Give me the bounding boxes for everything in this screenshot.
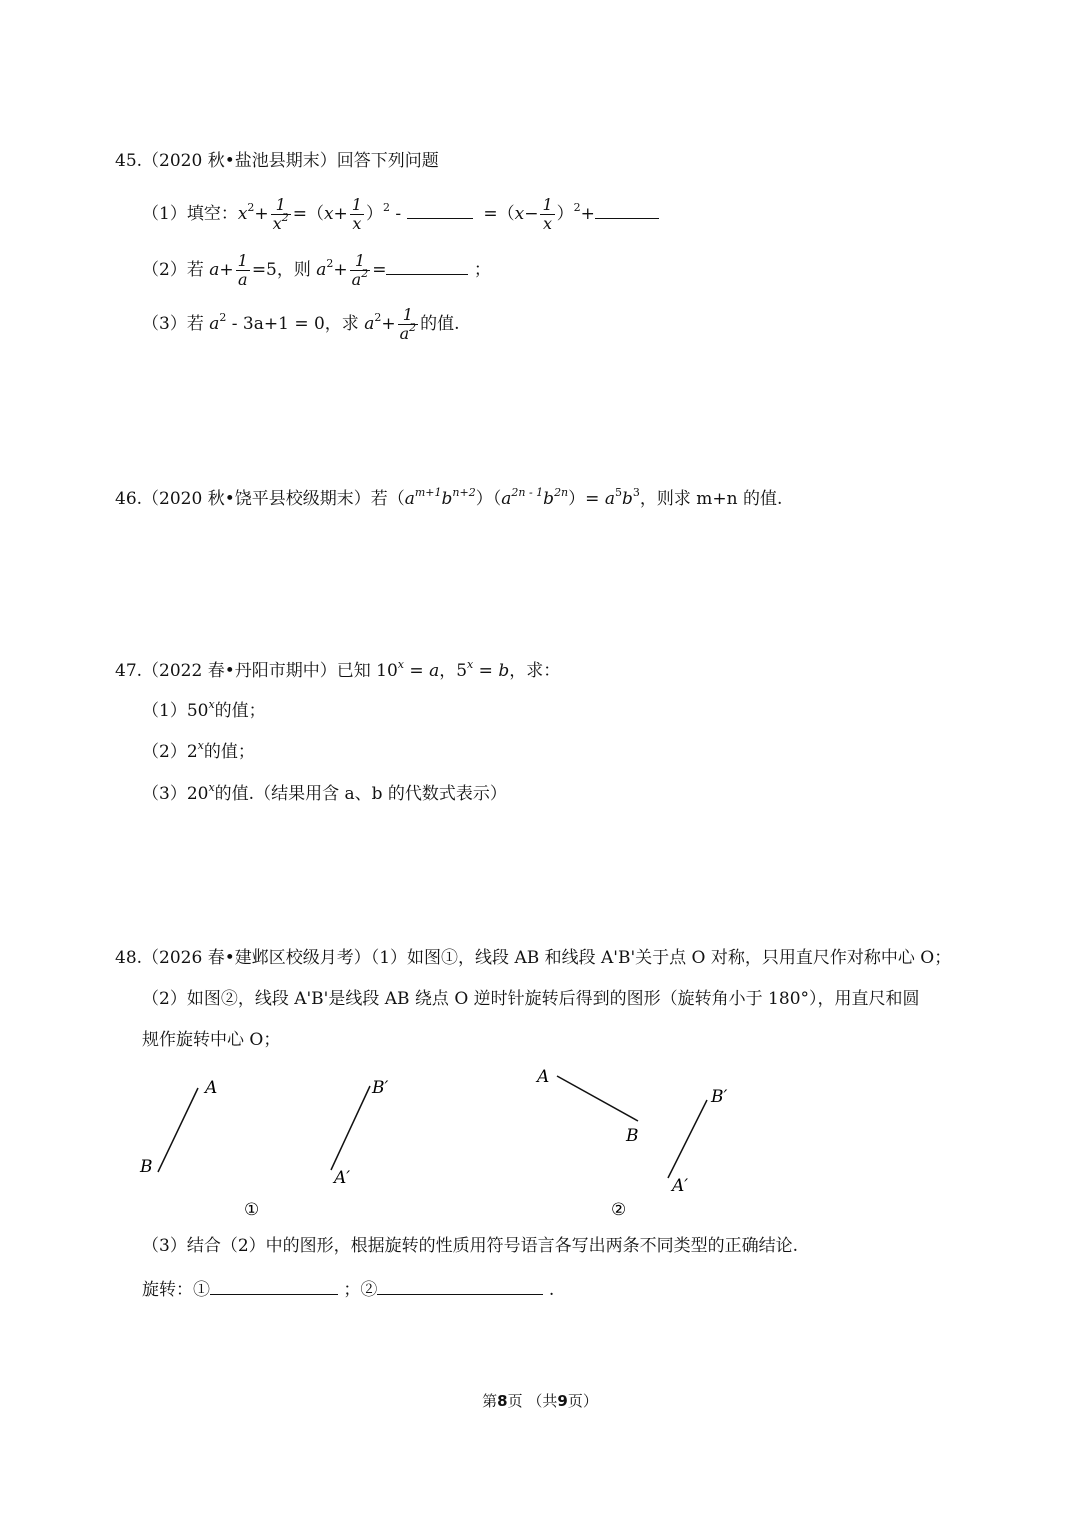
fig1-segment-A'B': [331, 1086, 370, 1170]
q45-part3-label: （3）若: [142, 314, 204, 334]
q48-answer-label: 旋转：①: [142, 1280, 210, 1300]
q47-heading-text: 47.（2022 春•丹阳市期中）已知 10: [115, 661, 398, 681]
fig1-segment-AB: [158, 1088, 198, 1172]
q47-part1: （1）50$^x$的值；: [142, 698, 266, 721]
footer-mid: 页 （共: [507, 1392, 558, 1410]
q45-part2-mid: =5，则: [251, 260, 311, 280]
q45-part1-label: （1）填空：: [142, 204, 238, 224]
q47-part2: （2）2$^x$的值；: [142, 739, 255, 762]
q48-line2: （2）如图②，线段 A'B'是线段 AB 绕点 O 逆时针旋转后得到的图形（旋转角小于 180°），用直尺和圆: [142, 989, 920, 1009]
q47-part3: （3）20$^x$的值.（结果用含 a、b 的代数式表示）: [142, 781, 507, 804]
q45-part3-end: 的值.: [420, 314, 460, 334]
q47-part3-end: 的值.（结果用含 a、b 的代数式表示）: [214, 784, 507, 804]
q48-answer-blank-2[interactable]: [377, 1278, 543, 1295]
q48-answer-mid: ；②: [343, 1280, 378, 1300]
fig2-label-A-prime: A′: [672, 1176, 689, 1196]
fig2-segment-A'B': [668, 1100, 707, 1178]
page-footer: [0, 1390, 1080, 1411]
q48-part3: （3）结合（2）中的图形，根据旋转的性质用符号语言各写出两条不同类型的正确结论.: [142, 1236, 799, 1256]
q45-part2-label: （2）若: [142, 260, 204, 280]
q45-blank-1[interactable]: [407, 202, 473, 219]
q46-heading: 46.（2020 秋•饶平县校级期末）若（: [115, 489, 405, 509]
q47-part2-end: 的值；: [203, 742, 255, 762]
q48-line1: 48.（2026 春•建邺区校级月考）（1）如图①，线段 AB 和线段 A'B'关于点 O 对称，只用直尺作对称中心 O；: [115, 948, 952, 968]
q47-part3-label: （3）20: [142, 784, 209, 804]
fig1-label-B-prime: B′: [372, 1078, 389, 1098]
q45-part2: （2）若 a+ $\frac{1}{a}$ =5，则 $a^2+$ $\frac{1}{a^2}$ = ；: [142, 251, 491, 289]
q45-part3: （3）若 $a^2 - 3a+1 = 0$，求 $a^2+$ $\frac{1}{a^2}$ 的值.: [142, 305, 460, 343]
fig1-label-A-prime: A′: [334, 1168, 351, 1188]
q48-figures: [0, 1060, 1080, 1230]
q47-heading: 47.（2022 春•丹阳市期中）已知 $10^x = a$，$5^x = b$，求：: [115, 658, 561, 681]
q48-answer-blank-1[interactable]: [210, 1278, 338, 1295]
q47-part1-label: （1）50: [142, 701, 209, 721]
q46: 46.（2020 秋•饶平县校级期末）若$(a^{m+1}b^{n+2})(a^{2n - 1}b^{2n})= a^5b^3$，则求 m+n 的值.: [115, 486, 783, 509]
fig1-label-A: A: [205, 1078, 218, 1098]
footer-suffix: 页）: [567, 1392, 598, 1410]
q45-part1: （1）填空：$x^2+$ $\frac{1}{x^2}$ =（x+ $\frac{1}{x}$ ）$^2$ - =（x− $\frac{1}{x}$ ）$^2$+: [142, 196, 659, 233]
fig2-label-B-prime: B′: [711, 1087, 728, 1107]
q46-tail: ，则求 m+n 的值.: [639, 489, 783, 509]
footer-total-pages: 9: [557, 1392, 568, 1410]
q47-part1-end: 的值；: [214, 701, 266, 721]
footer-page-number: 8: [497, 1392, 508, 1410]
fig1-label-B: B: [140, 1157, 153, 1177]
q45-blank-2[interactable]: [595, 202, 659, 219]
q48-answer-line: [142, 1278, 554, 1301]
fig1-caption: ①: [244, 1200, 260, 1220]
q45-part3-mid: - 3a+1 = 0，求: [226, 314, 359, 334]
fig2-label-A: A: [537, 1067, 550, 1087]
q45-blank-3[interactable]: [386, 258, 468, 275]
q48-answer-end: .: [548, 1280, 555, 1300]
q48-line3: 规作旋转中心 O；: [142, 1030, 281, 1050]
fig2-segment-AB: [557, 1076, 638, 1121]
q47-part2-label: （2）2: [142, 742, 198, 762]
q45-heading: 45.（2020 秋•盐池县期末）回答下列问题: [115, 151, 439, 171]
fig2-caption: ②: [611, 1200, 627, 1220]
footer-prefix: 第: [482, 1392, 498, 1410]
fig2-label-B: B: [626, 1126, 639, 1146]
